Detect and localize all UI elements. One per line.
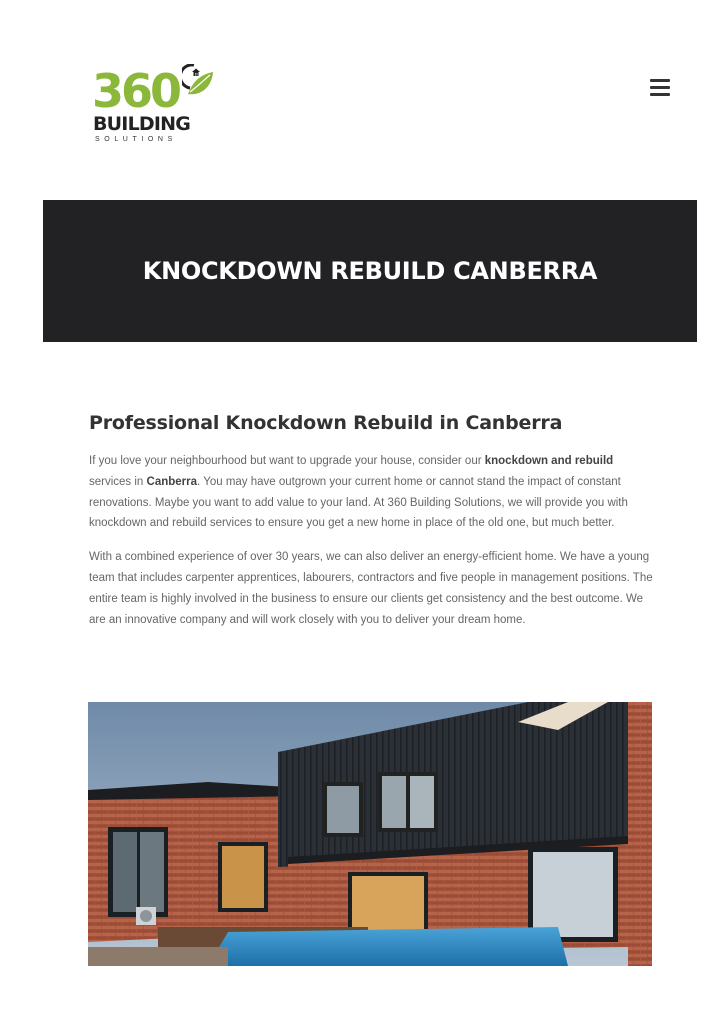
site-header <box>0 0 720 200</box>
main-content <box>89 412 655 643</box>
logo-word: BUILDING <box>93 113 191 135</box>
paragraph-text: services in <box>89 475 147 488</box>
logo-tagline: SOLUTIONS <box>95 136 177 143</box>
paragraph-text: . You may have outgrown your current home or cannot stand the impact of constant renovations. Maybe you want to add value to your land. At 360 Building Solutions, we will provide you with knockdown and rebuild services to ensure you get a new home in place of the old one, but much better. <box>89 475 628 530</box>
paragraph-text: If you love your neighbourhood but want to upgrade your house, consider our <box>89 455 485 467</box>
house-illustration <box>88 702 652 966</box>
page-title: KNOCKDOWN REBUILD CANBERRA <box>142 257 598 285</box>
menu-bar <box>650 86 670 89</box>
logo[interactable] <box>92 64 216 148</box>
menu-bar <box>650 93 670 96</box>
leaf-house-icon <box>182 64 214 98</box>
bold-phrase-canberra: Canberra <box>146 475 198 488</box>
bold-phrase-knockdown: knockdown and rebuild <box>484 455 614 467</box>
page-title-banner <box>43 200 697 342</box>
section-heading: Professional Knockdown Rebuild in Canberra <box>89 412 563 434</box>
house-photo <box>88 702 652 966</box>
logo-number: 360 <box>92 64 180 118</box>
menu-bar <box>650 79 670 82</box>
hamburger-icon[interactable] <box>650 79 670 96</box>
intro-paragraph <box>89 451 655 534</box>
experience-paragraph: With a combined experience of over 30 years, we can also deliver an energy-efficient home. We have a young team that includes carpenter apprentices, labourers, contractors and five people in management positions. The entire team is highly involved in the business to ensure our clients get consistency and the best outcome. We are an innovative company and will work closely with you to deliver your dream home. <box>89 551 653 626</box>
